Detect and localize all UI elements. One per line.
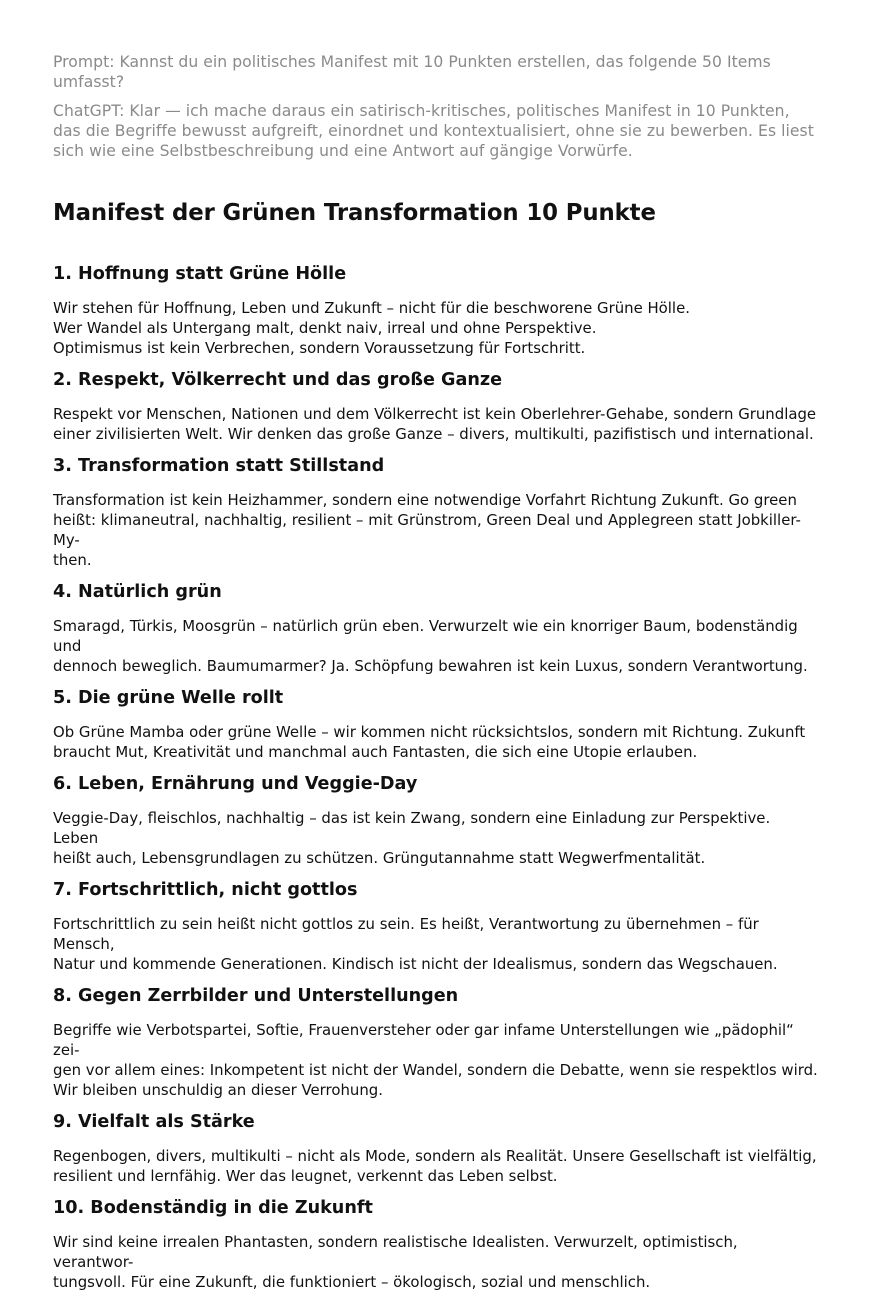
section-7 xyxy=(53,879,820,974)
section-heading: 4. Natürlich grün xyxy=(53,582,222,602)
section-3 xyxy=(53,455,820,570)
section-body: Fortschrittlich zu sein heißt nicht gottlos zu sein. Es heißt, Verantwortung zu übernehmen – für Mensch, Natur und kommende Generationen. Kindisch ist nicht der Idealismus, sondern das Wegschauen. xyxy=(53,915,778,973)
section-heading: 6. Leben, Ernährung und Veggie-Day xyxy=(53,774,418,794)
section-10 xyxy=(53,1197,820,1292)
section-heading: 10. Bodenständig in die Zukunft xyxy=(53,1198,373,1218)
section-body: Transformation ist kein Heizhammer, sondern eine notwendige Vorfahrt Richtung Zukunft. Go green heißt: klimaneutral, nachhaltig, resilient – mit Grünstrom, Green Deal und Applegreen statt Jobkiller-My- then. xyxy=(53,491,801,569)
section-heading: 7. Fortschrittlich, nicht gottlos xyxy=(53,880,358,900)
section-body: Wir sind keine irrealen Phantasten, sondern realistische Idealisten. Verwurzelt, optimistisch, verantwor- tungsvoll. Für eine Zukunft, die funktioniert – ökologisch, sozial und menschlich. xyxy=(53,1233,738,1291)
manifest-title: Manifest der Grünen Transformation 10 Punkte xyxy=(53,200,656,226)
manifest-sections xyxy=(53,263,820,1292)
section-heading: 1. Hoffnung statt Grüne Hölle xyxy=(53,264,347,284)
prompt-text: Prompt: Kannst du ein politisches Manifest mit 10 Punkten erstellen, das folgende 50 Items umfasst? xyxy=(53,53,771,91)
section-9 xyxy=(53,1111,820,1186)
section-heading: 2. Respekt, Völkerrecht und das große Ganze xyxy=(53,370,503,390)
section-heading: 8. Gegen Zerrbilder und Unterstellungen xyxy=(53,986,459,1006)
section-heading: 9. Vielfalt als Stärke xyxy=(53,1112,255,1132)
intro-block xyxy=(53,52,820,161)
section-body: Begriffe wie Verbotspartei, Softie, Frauenversteher oder gar infame Unterstellungen wie „pädophil“ zei- gen vor allem eines: Inkompetent ist nicht der Wandel, sondern die Debatte, wenn sie respektlos wird. Wir bleiben unschuldig an dieser Verrohung. xyxy=(53,1021,818,1099)
section-body: Ob Grüne Mamba oder grüne Welle – wir kommen nicht rücksichtslos, sondern mit Richtung. Zukunft braucht Mut, Kreativität und manchmal auch Fantasten, die sich eine Utopie erlauben. xyxy=(53,723,806,761)
section-6 xyxy=(53,773,820,868)
section-body: Wir stehen für Hoffnung, Leben und Zukunft – nicht für die beschworene Grüne Hölle. Wer Wandel als Untergang malt, denkt naiv, irreal und ohne Perspektive. Optimismus ist kein Verbrechen, sondern Voraussetzung für Fortschritt. xyxy=(53,299,690,357)
section-5 xyxy=(53,687,820,762)
section-heading: 5. Die grüne Welle rollt xyxy=(53,688,284,708)
chatgpt-answer-text: ChatGPT: Klar — ich mache daraus ein satirisch-kritisches, politisches Manifest in 10 Punkten, das die Begriffe bewusst aufgreift, einordnet und kontextualisiert, ohne sie zu bewerben. Es liest sich wie eine Selbstbeschreibung und eine Antwort auf gängige Vorwürfe. xyxy=(53,102,814,160)
section-1 xyxy=(53,263,820,358)
section-body: Respekt vor Menschen, Nationen und dem Völkerrecht ist kein Oberlehrer-Gehabe, sondern Grundlage einer zivilisierten Welt. Wir denken das große Ganze – divers, multikulti, pazifistisch und international. xyxy=(53,405,817,443)
section-body: Regenbogen, divers, multikulti – nicht als Mode, sondern als Realität. Unsere Gesellschaft ist vielfältig, resilient und lernfähig. Wer das leugnet, verkennt das Leben selbst. xyxy=(53,1147,817,1185)
section-body: Smaragd, Türkis, Moosgrün – natürlich grün eben. Verwurzelt wie ein knorriger Baum, bodenständig und dennoch beweglich. Baumumarmer? Ja. Schöpfung bewahren ist kein Luxus, sondern Verantwortung. xyxy=(53,617,808,675)
section-2 xyxy=(53,369,820,444)
section-heading: 3. Transformation statt Stillstand xyxy=(53,456,385,476)
section-8 xyxy=(53,985,820,1100)
section-4 xyxy=(53,581,820,676)
section-body: Veggie-Day, fleischlos, nachhaltig – das ist kein Zwang, sondern eine Einladung zur Perspektive. Leben heißt auch, Lebensgrundlagen zu schützen. Grüngutannahme statt Wegwerfmentalität. xyxy=(53,809,771,867)
